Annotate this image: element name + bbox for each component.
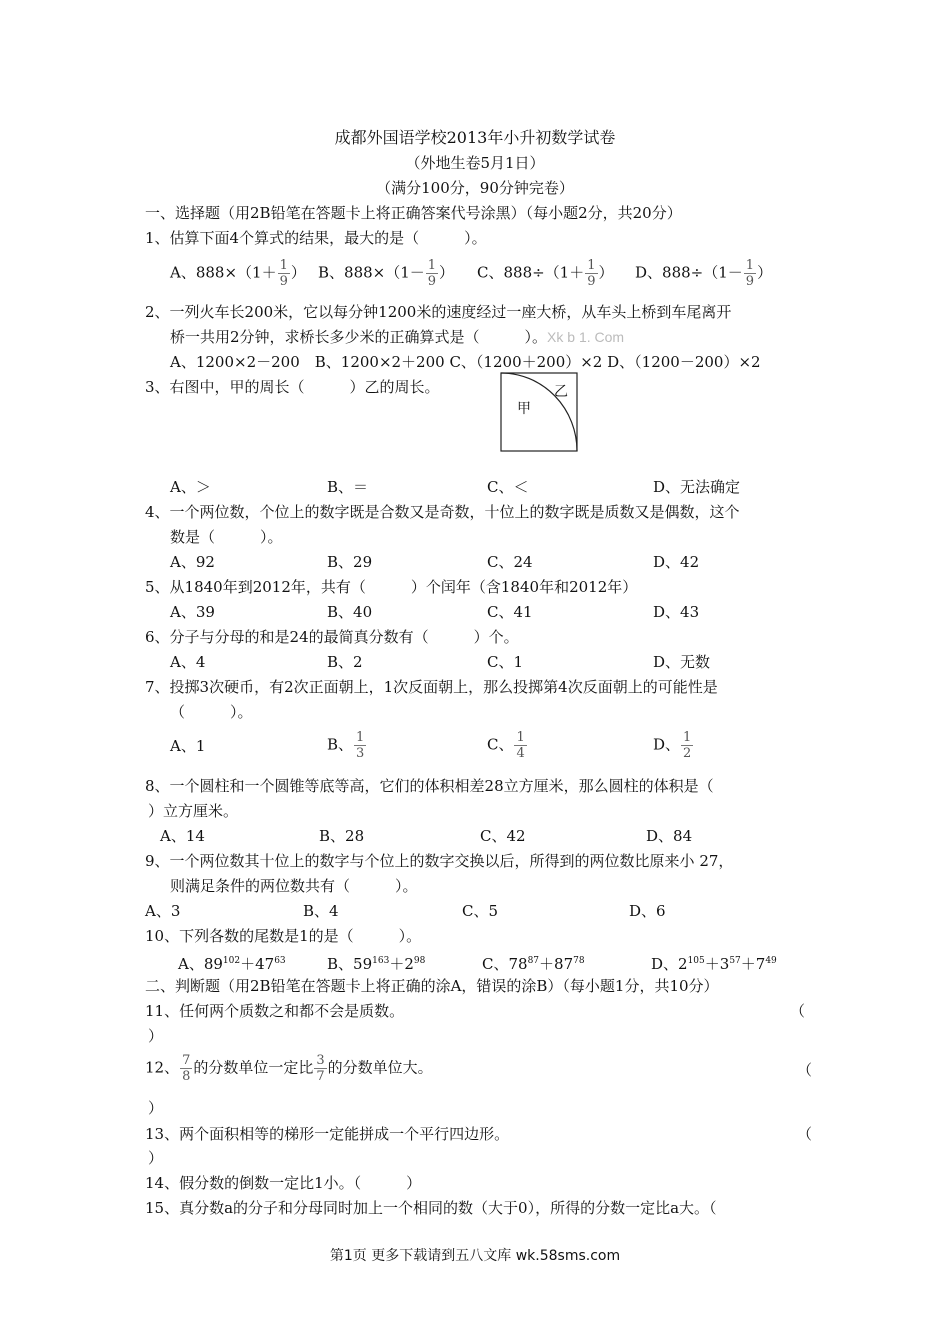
question-8-line-1: 8、一个圆柱和一个圆锥等底等高，它们的体积相差28立方厘米，那么圆柱的体积是（ xyxy=(145,777,714,795)
q13-answer-open: （ xyxy=(797,1125,813,1143)
page-footer: 第1页 更多下载请到五八文库 wk.58sms.com xyxy=(329,1248,621,1264)
fraction: $\frac{1}{2}$ xyxy=(683,730,692,761)
question-15-stem: 15、真分数a的分子和分母同时加上一个相同的数（大于0），所得的分数一定比a大。（ xyxy=(145,1199,717,1217)
fraction: $\frac{7}{8}$ xyxy=(182,1053,191,1084)
q6-option-a: A、4 xyxy=(170,653,206,671)
question-9-line-1: 9、一个两位数其十位上的数字与个位上的数字交换以后，所得到的两位数比原来小 27， xyxy=(145,852,734,870)
q7-option-d: D、 $\frac{1}{2}$ xyxy=(653,730,692,761)
watermark: Xk b 1. Com xyxy=(547,329,625,345)
fraction: $\frac{3}{7}$ xyxy=(316,1053,325,1084)
question-4-line-2: 数是（ ）。 xyxy=(170,528,283,546)
q7-option-c: C、 $\frac{1}{4}$ xyxy=(487,730,525,761)
q5-option-d: D、43 xyxy=(653,603,700,621)
label-jia: 甲 xyxy=(517,401,531,417)
q7-option-b: B、 $\frac{1}{3}$ xyxy=(327,730,365,761)
question-2-line-1: 2、一列火车长200米，它以每分钟1200米的速度经过一座大桥，从车头上桥到车尾离开 xyxy=(145,303,732,321)
question-7-line-1: 7、投掷3次硬币，有2次正面朝上，1次反面朝上，那么投掷第4次反面朝上的可能性是 xyxy=(145,678,718,696)
question-8-line-2: ）立方厘米。 xyxy=(148,802,239,820)
question-6-stem: 6、分子与分母的和是24的最简真分数有（ ）个。 xyxy=(145,628,519,646)
q3-option-b: B、＝ xyxy=(327,478,369,496)
page-subtitle-exam-date: （外地生卷5月1日） xyxy=(405,154,545,172)
question-11-stem: 11、任何两个质数之和都不会是质数。 xyxy=(145,1002,405,1020)
q5-option-a: A、39 xyxy=(170,603,215,621)
q9-option-c: C、5 xyxy=(462,902,499,920)
section-heading-choice: 一、选择题（用2B铅笔在答题卡上将正确答案代号涂黑）（每小题2分，共20分） xyxy=(145,204,682,222)
question-1-stem: 1、估算下面4个算式的结果，最大的是（ ）。 xyxy=(145,229,487,247)
q4-option-d: D、42 xyxy=(653,553,700,571)
fraction: $\frac{1}{9}$ xyxy=(279,258,288,289)
q10-option-b: B、$59^{163}+2^{98}$ xyxy=(327,955,426,973)
q9-option-a: A、3 xyxy=(145,902,181,920)
question-3-stem: 3、右图中，甲的周长（ ）乙的周长。 xyxy=(145,378,440,396)
question-13-stem: 13、两个面积相等的梯形一定能拼成一个平行四边形。 xyxy=(145,1125,510,1143)
q6-option-c: C、1 xyxy=(487,653,524,671)
question-5-stem: 5、从1840年到2012年，共有（ ）个闰年（含1840年和2012年） xyxy=(145,578,638,596)
q10-option-c: C、$78^{87}+87^{78}$ xyxy=(482,955,585,973)
fraction: $\frac{1}{9}$ xyxy=(745,258,755,289)
quarter-circle-figure xyxy=(500,372,580,454)
question-7-line-2: （ ）。 xyxy=(170,703,253,721)
q12-answer-open: （ xyxy=(797,1061,813,1079)
page-subtitle-score-time: （满分100分，90分钟完卷） xyxy=(376,179,574,197)
q4-option-b: B、29 xyxy=(327,553,373,571)
q1-option-c: C、888÷（1＋ $\frac{1}{9}$ ） xyxy=(477,258,614,289)
question-12-stem: 12、 $\frac{7}{8}$ 的分数单位一定比 $\frac{3}{7}$ 的分数单位大。 xyxy=(145,1053,433,1084)
q10-option-d: D、$2^{105}+3^{57}+7^{49}$ xyxy=(651,955,777,973)
q9-option-b: B、4 xyxy=(303,902,339,920)
fraction: $\frac{1}{9}$ xyxy=(587,258,596,289)
fraction: $\frac{1}{3}$ xyxy=(356,730,365,761)
q8-option-b: B、28 xyxy=(319,827,365,845)
q8-option-d: D、84 xyxy=(646,827,693,845)
q13-answer-close: ） xyxy=(148,1149,164,1167)
q5-option-b: B、40 xyxy=(327,603,373,621)
q1-option-a: A、888×（1＋ $\frac{1}{9}$ ） xyxy=(170,258,306,289)
q8-option-c: C、42 xyxy=(480,827,526,845)
q2-options: A、1200×2－200 B、1200×2＋200 C、（1200＋200）×2 D、（1200－200）×2 xyxy=(170,353,761,371)
section-heading-true-false: 二、判断题（用2B铅笔在答题卡上将正确的涂A，错误的涂B）（每小题1分，共10分） xyxy=(145,977,719,995)
question-4-line-1: 4、一个两位数，个位上的数字既是合数又是奇数，十位上的数字既是质数又是偶数，这个 xyxy=(145,503,740,521)
q3-option-a: A、＞ xyxy=(170,478,211,496)
question-9-line-2: 则满足条件的两位数共有（ ）。 xyxy=(170,877,418,895)
q12-answer-close: ） xyxy=(148,1099,164,1117)
fraction: $\frac{1}{9}$ xyxy=(427,258,437,289)
q4-option-a: A、92 xyxy=(170,553,215,571)
q3-option-d: D、无法确定 xyxy=(653,478,741,496)
q10-option-a: A、$89^{102}+47^{63}$ xyxy=(178,955,286,973)
q1-option-b: B、888×（1－ $\frac{1}{9}$ ） xyxy=(318,258,455,289)
label-yi: 乙 xyxy=(554,384,568,400)
q7-option-a: A、1 xyxy=(170,737,206,755)
q8-option-a: A、14 xyxy=(160,827,205,845)
q3-option-c: C、＜ xyxy=(487,478,529,496)
q11-answer-open: （ xyxy=(790,1002,806,1020)
q5-option-c: C、41 xyxy=(487,603,533,621)
page-title: 成都外国语学校2013年小升初数学试卷 xyxy=(334,128,616,147)
q6-option-b: B、2 xyxy=(327,653,363,671)
question-10-stem: 10、下列各数的尾数是1的是（ ）。 xyxy=(145,927,422,945)
fraction: $\frac{1}{4}$ xyxy=(516,730,525,761)
question-2-line-2: 桥一共用2分钟，求桥长多少米的正确算式是（ ）。Xk b 1. Com xyxy=(170,328,625,346)
q6-option-d: D、无数 xyxy=(653,653,711,671)
q9-option-d: D、6 xyxy=(629,902,666,920)
question-14-stem: 14、假分数的倒数一定比1小。（ ） xyxy=(145,1174,422,1192)
q1-option-d: D、888÷（1－ $\frac{1}{9}$ ） xyxy=(635,258,773,289)
q4-option-c: C、24 xyxy=(487,553,533,571)
q11-answer-close: ） xyxy=(148,1027,164,1045)
